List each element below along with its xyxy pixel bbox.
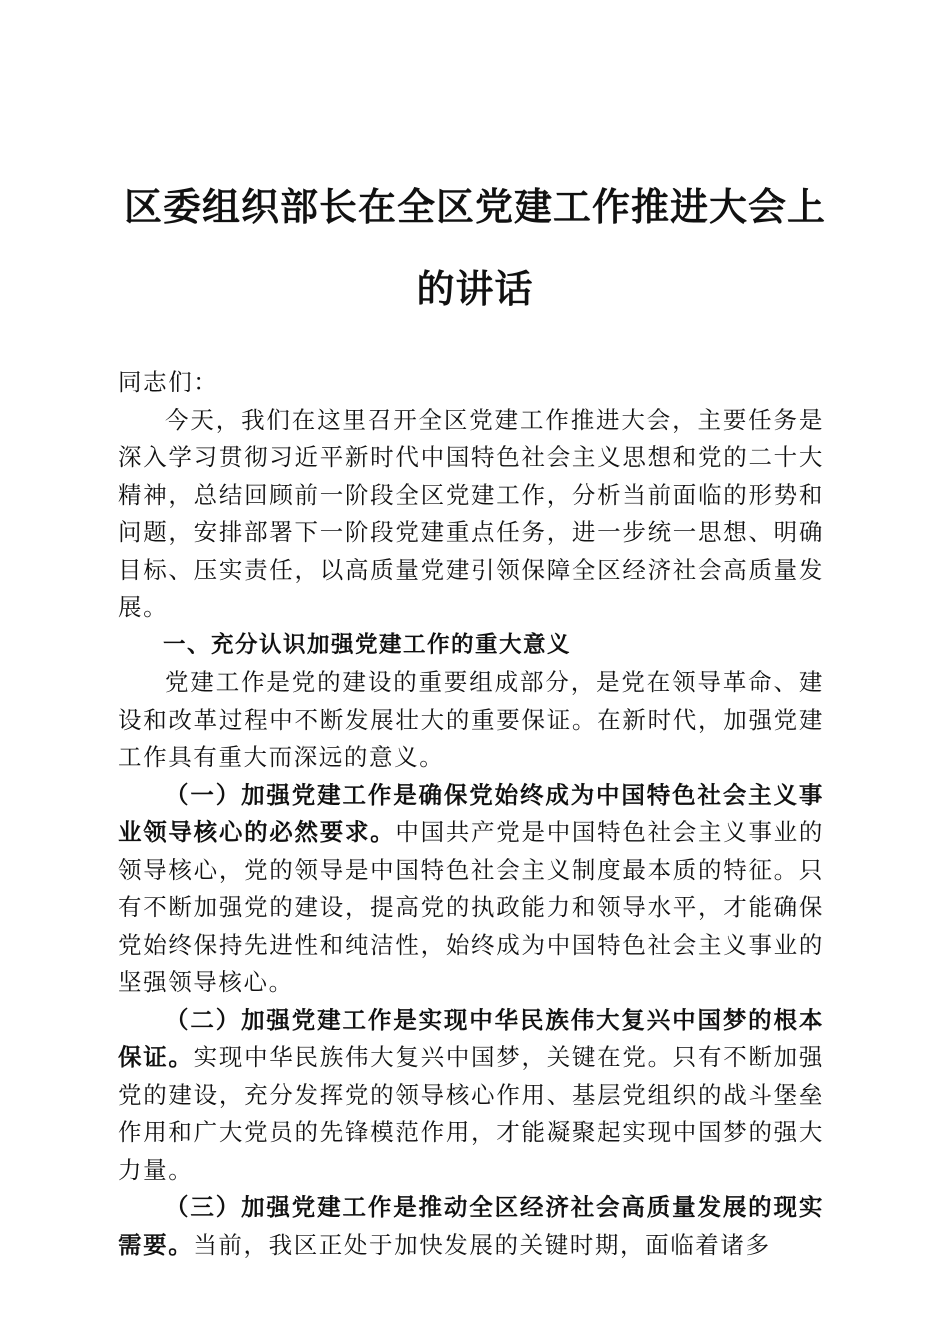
document-title: 区委组织部长在全区党建工作推进大会上的讲话 <box>123 184 826 311</box>
salutation: 同志们： <box>118 368 219 396</box>
point-lead: （一）加强党建工作是确保党始终成为中国特色社会主义事业领导核心的必然要求。 <box>118 780 824 846</box>
point-text: 当前，我区正处于加快发展的关键时期，面临着诸多 <box>193 1230 771 1259</box>
intro-paragraph: 今天，我们在这里召开全区党建工作推进大会，主要任务是深入学习贯彻习近平新时代中国特色社会主义思想和党的二十大精神，总结回顾前一阶段全区党建工作，分析当前面临的形势和问题，安排部署下一阶段党建重点任务，进一步统一思想、明确目标、压实责任，以高质量党建引领保障全区经济社会高质量发展。 <box>118 405 824 621</box>
point-paragraph <box>118 777 824 1002</box>
section-heading: 一、充分认识加强党建工作的重大意义 <box>163 631 572 658</box>
point-text: 实现中华民族伟大复兴中国梦，关键在党。只有不断加强党的建设，充分发挥党的领导核心作用、基层党组织的战斗堡垒作用和广大党员的先锋模范作用，才能凝聚起实现中国梦的强大力量。 <box>118 1043 824 1184</box>
document-body <box>118 364 824 1264</box>
point-text: 中国共产党是中国特色社会主义事业的领导核心，党的领导是中国特色社会主义制度最本质的特征。只有不断加强党的建设，提高党的执政能力和领导水平，才能确保党始终保持先进性和纯洁性，始终成为中国特色社会主义事业的坚强领导核心。 <box>118 818 824 996</box>
section-intro-paragraph: 党建工作是党的建设的重要组成部分，是党在领导革命、建设和改革过程中不断发展壮大的重要保证。在新时代，加强党建工作具有重大而深远的意义。 <box>118 668 824 771</box>
point-paragraph <box>118 1002 824 1190</box>
point-lead: （三）加强党建工作是推动全区经济社会高质量发展的现实需要。 <box>118 1193 824 1259</box>
point-lead: （二）加强党建工作是实现中华民族伟大复兴中国梦的根本保证。 <box>118 1005 824 1071</box>
point-paragraph <box>118 1189 824 1264</box>
